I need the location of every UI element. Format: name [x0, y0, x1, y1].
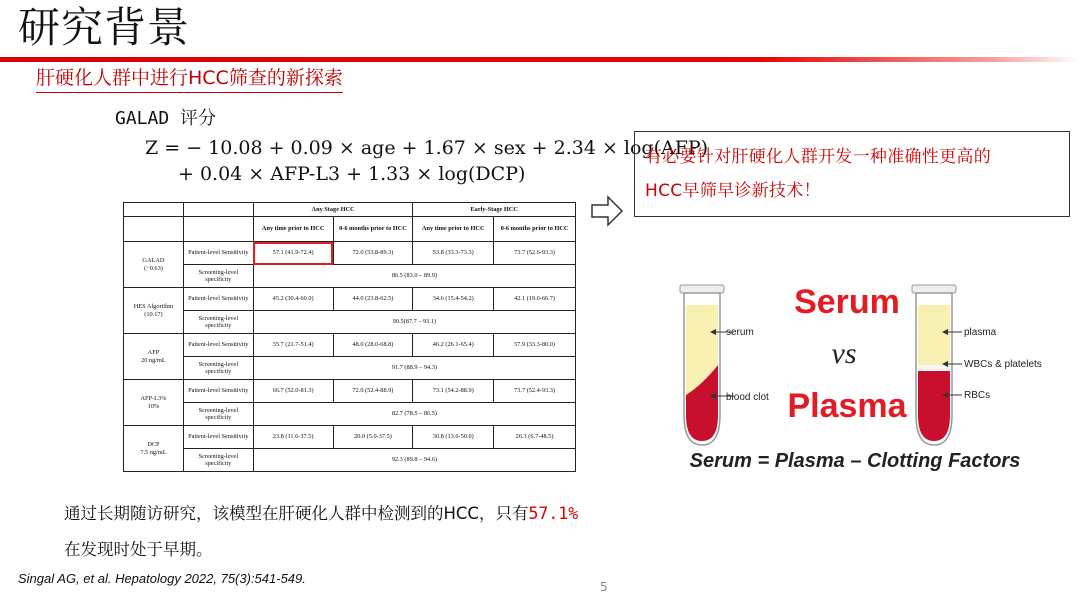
sensitivity-value: 72.0 (53.8-89.3): [333, 242, 413, 265]
test-name: AFP: [147, 349, 160, 357]
serum-tube: [680, 285, 734, 445]
plasma-title: Plasma: [787, 387, 907, 425]
column-header: Any time prior to HCC: [413, 217, 494, 242]
sensitivity-value: 73.1 (54.2-88.9): [413, 380, 494, 403]
sensitivity-value: 48.0 (28.0-68.8): [333, 334, 413, 357]
column-header: 0-6 months prior to HCC: [494, 217, 576, 242]
rbc-label: RBCs: [964, 390, 991, 401]
section-subtitle: 肝硬化人群中进行HCC筛查的新探索: [36, 64, 343, 93]
test-name-cell: [124, 380, 184, 426]
galad-label: GALAD 评分: [115, 108, 217, 129]
specificity-label: Screening-level specificity: [183, 449, 253, 472]
specificity-label: Screening-level specificity: [183, 357, 253, 380]
specificity-value: 92.3 (89.8 – 94.6): [253, 449, 575, 472]
specificity-value: 91.7 (88.9 – 94.3): [253, 357, 575, 380]
sensitivity-value: 46.2 (26.1-65.4): [413, 334, 494, 357]
table-row: [124, 357, 576, 380]
title-divider: [0, 57, 1080, 62]
page-number: 5: [600, 580, 608, 594]
serum-equation: Serum = Plasma – Clotting Factors: [689, 450, 1021, 472]
sensitivity-value: 45.2 (30.4-60.0): [253, 288, 333, 311]
table-row: [124, 288, 576, 311]
sensitivity-value: 44.0 (23.8-62.5): [333, 288, 413, 311]
sensitivity-value: 23.8 (11.6-37.5): [253, 426, 333, 449]
sensitivity-value: 20.0 (5.0-37.5): [333, 426, 413, 449]
test-name-cell: [124, 426, 184, 472]
arrow-right-icon: [590, 194, 624, 228]
test-name: HES Algorithm: [133, 303, 174, 311]
specificity-value: 86.5 (83.0 – 89.9): [253, 265, 575, 288]
galad-performance-table: [123, 202, 576, 472]
sensitivity-value: 26.3 (6.7-48.5): [494, 426, 576, 449]
sensitivity-value: 73.7 (52.4-93.3): [494, 380, 576, 403]
table-row: [124, 311, 576, 334]
column-header: 0-6 months prior to HCC: [333, 217, 413, 242]
table-row: [124, 242, 576, 265]
test-name-cell: [124, 242, 184, 288]
test-name-cell: [124, 288, 184, 334]
plasma-label: plasma: [964, 327, 997, 338]
test-name: GALAD: [142, 257, 165, 265]
formula-line-1: Z = − 10.08 + 0.09 × age + 1.67 × sex + 2.34 × log(AFP): [145, 137, 709, 159]
group-header-any: Any Stage HCC: [253, 203, 413, 217]
highlight-percentage: 57.1%: [528, 504, 579, 523]
test-name: AFP-L3%: [140, 395, 167, 403]
specificity-label: Screening-level specificity: [183, 265, 253, 288]
sensitivity-value: 42.1 (19.0-66.7): [494, 288, 576, 311]
table-row: [124, 449, 576, 472]
blood-clot-label: blood clot: [726, 392, 769, 403]
callout-line-1: 有必要针对肝硬化人群开发一种准确性更高的: [645, 147, 991, 167]
corner-cell: [183, 203, 253, 217]
conclusion-line-2: 在发现时处于早期。: [64, 540, 213, 559]
vs-text: vs: [831, 337, 857, 370]
table-row: [124, 403, 576, 426]
sensitivity-value: 72.0 (52.4-88.9): [333, 380, 413, 403]
table-row: [124, 380, 576, 403]
sensitivity-value: 34.6 (15.4-54.2): [413, 288, 494, 311]
serum-title: Serum: [794, 283, 900, 321]
table-row: [124, 426, 576, 449]
plasma-tube: [912, 285, 962, 445]
sensitivity-value: 66.7 (52.0-81.3): [253, 380, 333, 403]
column-header: Any time prior to HCC: [253, 217, 333, 242]
test-name-cell: [124, 334, 184, 380]
specificity-value: 82.7 (78.5 – 86.5): [253, 403, 575, 426]
callout-box: [634, 131, 1070, 217]
table-row: [124, 334, 576, 357]
sensitivity-label: Patient-level Sensitivity: [183, 426, 253, 449]
test-threshold: 20 ng/mL: [141, 356, 166, 364]
wbc-platelets-label: WBCs & platelets: [964, 359, 1042, 370]
sensitivity-value: 35.7 (21.7-51.4): [253, 334, 333, 357]
test-threshold: (10.17): [144, 310, 163, 318]
sensitivity-value: 57.9 (33.3-80.0): [494, 334, 576, 357]
serum-label: serum: [726, 327, 754, 338]
corner-cell: [183, 217, 253, 242]
specificity-value: 90.5(87.7 – 93.1): [253, 311, 575, 334]
sensitivity-value: 53.8 (33.3-73.3): [413, 242, 494, 265]
formula-line-2: + 0.04 × AFP-L3 + 1.33 × log(DCP): [178, 163, 526, 185]
sensitivity-value: 73.7 (52.6-93.3): [494, 242, 576, 265]
specificity-label: Screening-level specificity: [183, 311, 253, 334]
corner-cell: [124, 217, 184, 242]
table-body: [124, 242, 576, 472]
serum-vs-plasma-figure: [672, 275, 1062, 490]
page-title: 研究背景: [18, 3, 191, 52]
corner-cell: [124, 203, 184, 217]
sensitivity-label: Patient-level Sensitivity: [183, 242, 253, 265]
callout-line-2: HCC早筛早诊新技术！: [645, 181, 821, 201]
specificity-label: Screening-level specificity: [183, 403, 253, 426]
table-row: [124, 265, 576, 288]
sensitivity-label: Patient-level Sensitivity: [183, 288, 253, 311]
test-threshold: 10%: [147, 402, 160, 410]
test-threshold: (−0.63): [144, 264, 163, 272]
test-name: DCP: [147, 441, 160, 449]
sensitivity-value: 57.1 (41.9-72.4): [253, 242, 333, 265]
sensitivity-label: Patient-level Sensitivity: [183, 380, 253, 403]
citation: Singal AG, et al. Hepatology 2022, 75(3):541-549.: [18, 571, 306, 586]
group-header-early: Early-Stage HCC: [413, 203, 576, 217]
sensitivity-value: 30.8 (13.6-50.0): [413, 426, 494, 449]
conclusion-line-1: [64, 502, 578, 526]
test-threshold: 7.5 ng/mL: [140, 448, 167, 456]
sensitivity-label: Patient-level Sensitivity: [183, 334, 253, 357]
conclusion-text: 通过长期随访研究，该模型在肝硬化人群中检测到的HCC，只有: [64, 504, 529, 523]
